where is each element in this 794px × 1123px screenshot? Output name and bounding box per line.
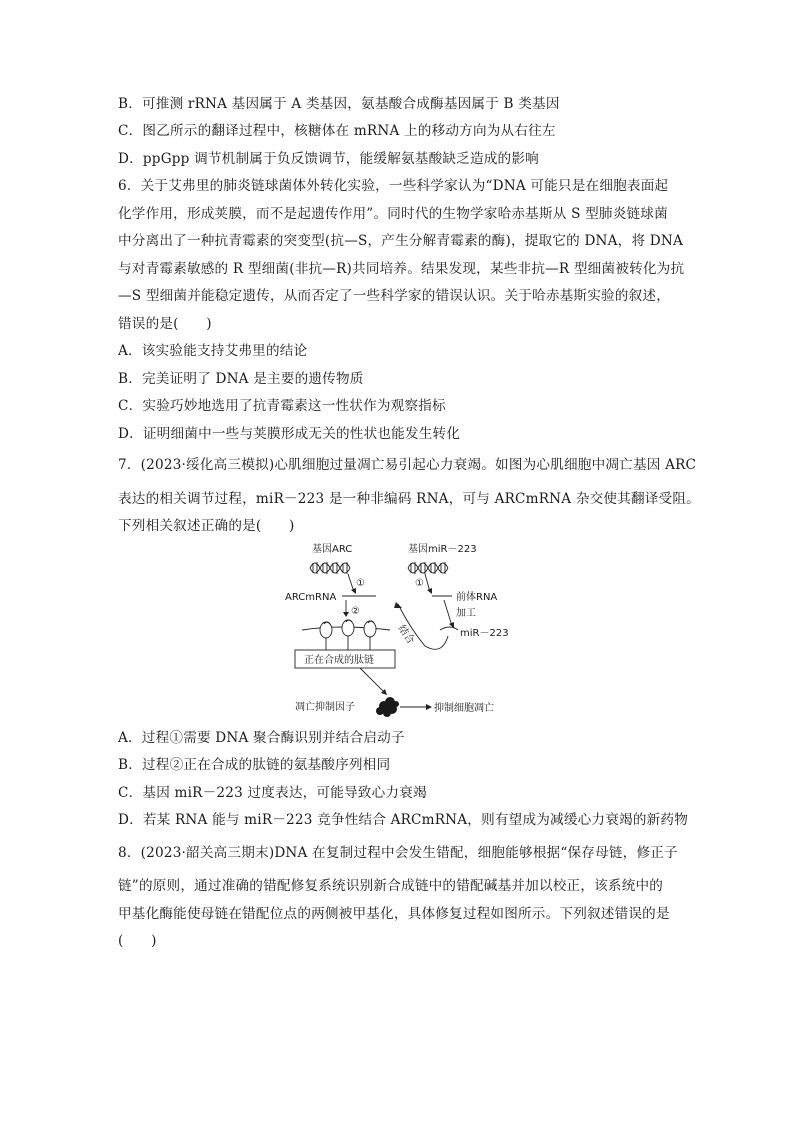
- q6-stem-line: 错误的是( ): [118, 316, 212, 332]
- dna-helix-icon: [408, 562, 448, 574]
- q6-stem-line: 化学作用，形成荚膜，而不是起遗传作用”。同时代的生物学家哈赤基斯从 S 型肺炎链球菌: [118, 206, 668, 222]
- q8-stem-line: 甲基化酶能使母链在错配位点的两侧被甲基化，具体修复过程如图所示。下列叙述错误的是: [118, 906, 670, 922]
- q5-option-c: C．图乙所示的翻译过程中，核糖体在 mRNA 上的移动方向为从右往左: [118, 123, 556, 139]
- gene-mir-label: 基因miR－223: [408, 544, 477, 555]
- precursor-label: 前体RNA: [456, 592, 498, 603]
- process-label: 加工: [456, 608, 476, 619]
- q5-option-b: B．可推测 rRNA 基因属于 A 类基因，氨基酸合成酶基因属于 B 类基因: [118, 96, 560, 112]
- q6-option-a: A．该实验能支持艾弗里的结论: [118, 343, 308, 359]
- inhibitor-label: 凋亡抑制因子: [295, 702, 355, 713]
- q6-stem-line: 与对青霉素敏感的 R 型细菌(非抗—R)共同培养。结果发现，某些非抗—R 型细菌被转化为抗: [118, 261, 685, 277]
- arc-regulation-figure: [280, 538, 520, 720]
- arrowhead: [394, 602, 402, 608]
- peptide-label: 正在合成的肽链: [304, 655, 374, 666]
- mir223-label: miR－223: [460, 628, 509, 639]
- q6-stem-line: 中分离出了一种抗青霉素的突变型(抗—S，产生分解青霉素的酶)，提取它的 DNA，将 DNA: [118, 233, 683, 249]
- q7-option-b: B．过程②正在合成的肽链的氨基酸序列相同: [118, 757, 391, 773]
- q7-stem-line: 表达的相关调节过程，miR－223 是一种非编码 RNA，可与 ARCmRNA 杂交使其翻译受阻。: [118, 491, 700, 507]
- gene-arc-label: 基因ARC: [312, 544, 353, 555]
- q8-stem-line: ( ): [118, 933, 157, 949]
- step1b-label: ①: [415, 578, 424, 589]
- processing-arrow: [444, 600, 452, 626]
- dna-helix-icon: [310, 562, 350, 574]
- inhibit-label: 抑制细胞凋亡: [434, 703, 494, 714]
- q8-stem-line: 8．(2023·韶关高三期末)DNA 在复制过程中会发生错配，细胞能够根据“保存母链，修正子: [118, 845, 678, 861]
- q5-option-d: D．ppGpp 调节机制属于负反馈调节，能缓解氨基酸缺乏造成的影响: [118, 151, 539, 167]
- arcmrna-label: ARCmRNA: [285, 592, 337, 603]
- bind-label: 结合: [395, 623, 417, 647]
- q8-stem-line: 链”的原则，通过准确的错配修复系统识别新合成链中的错配碱基并加以校正，该系统中的: [118, 878, 664, 894]
- q7-option-a: A．过程①需要 DNA 聚合酶识别并结合启动子: [118, 730, 405, 746]
- arrowhead: [343, 612, 349, 617]
- mir223-strand: [440, 627, 458, 630]
- q6-option-d: D．证明细菌中一些与荚膜形成无关的性状也能发生转化: [118, 426, 461, 442]
- q7-option-d: D．若某 RNA 能与 miR－223 竞争性结合 ARCmRNA，则有望成为减缓心力衰竭的新药物: [118, 812, 688, 828]
- protein-blob-icon: [376, 697, 399, 717]
- q6-option-c: C．实验巧妙地选用了抗青霉素这一性状作为观察指标: [118, 398, 446, 414]
- step1-label: ①: [356, 578, 365, 589]
- q7-option-c: C．基因 miR－223 过度表达，可能导致心力衰竭: [118, 785, 427, 801]
- q7-stem-line: 下列相关叙述正确的是( ): [118, 518, 295, 534]
- q6-stem-line: —S 型细菌并能稳定遗传，从而否定了一些科学家的错误认识。关于哈赤基斯实验的叙述，: [118, 288, 670, 304]
- folding-arrow: [360, 668, 384, 692]
- q7-stem-line: 7．(2023·绥化高三模拟)心肌细胞过量凋亡易引起心力衰竭。如图为心肌细胞中凋亡基因 ARC: [118, 457, 697, 473]
- arrowhead: [426, 704, 432, 710]
- step2-label: ②: [351, 606, 360, 617]
- q6-stem-line: 6．关于艾弗里的肺炎链球菌体外转化实验，一些科学家认为“DNA 可能只是在细胞表面起: [118, 178, 669, 194]
- q6-option-b: B．完美证明了 DNA 是主要的遗传物质: [118, 371, 364, 387]
- regulation-diagram: [280, 538, 520, 720]
- ribosome-icon: [320, 620, 376, 638]
